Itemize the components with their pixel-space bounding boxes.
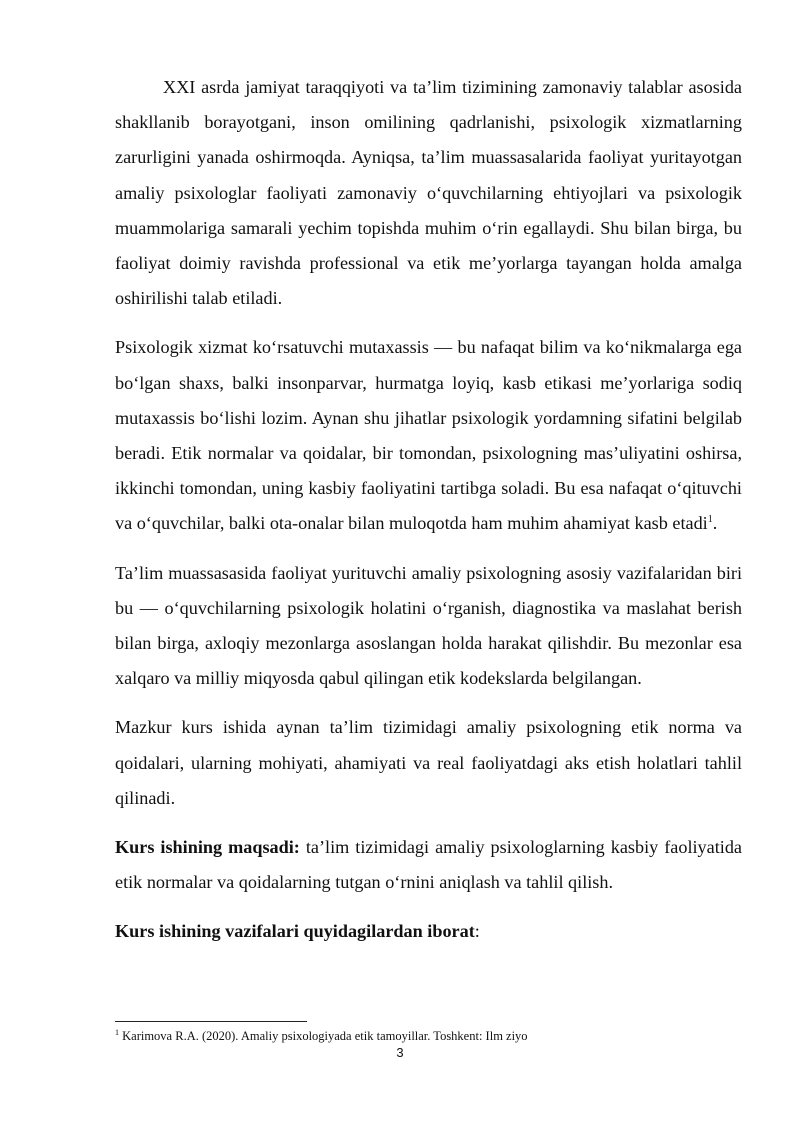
paragraph-goal xyxy=(115,830,742,900)
footnote-number: 1 xyxy=(115,1027,119,1037)
tasks-label: Kurs ishining vazifalari quyidagilardan iborat xyxy=(115,921,475,942)
paragraph-specialist-tail: . xyxy=(712,513,718,534)
paragraph-specialist xyxy=(115,330,742,541)
paragraph-intro: XXI asrda jamiyat taraqqiyoti va ta’lim tizimining zamonaviy talablar asosida shakllanib borayotgani, inson omilining qadrlanishi, psixologik xizmatlarning zarurligini yanada oshirmoqda. Ayniqsa, ta’lim muassasalarida faoliyat yuritayotgan amaliy psixologlar faoliyati zamonaviy o‘quvchilarning ehtiyojlari va psixologik muammolariga samarali yechim topishda muhim o‘rin egallaydi. Shu bilan birga, bu faoliyat doimiy ravishda professional va etik me’yorlarga tayangan holda amalga oshirilishi talab etiladi. xyxy=(115,77,742,309)
footnote xyxy=(115,1028,742,1044)
paragraph-tasks xyxy=(115,914,742,949)
page-number: 3 xyxy=(396,1045,404,1060)
footnote-separator xyxy=(115,1021,307,1022)
paragraph-course-scope: Mazkur kurs ishida aynan ta’lim tizimidagi amaliy psixologning etik norma va qoidalari, ularning mohiyati, ahamiyati va real faoliyatdagi aks etish holatlari tahlil qilinadi. xyxy=(115,717,742,808)
body-text xyxy=(115,70,742,964)
goal-text: ta’lim tizimidagi amaliy psixologlarning kasbiy faoliyatida etik normalar va qoidalarning tutgan o‘rnini aniqlash va tahlil qilish. xyxy=(115,837,742,893)
tasks-tail: : xyxy=(474,921,480,942)
paragraph-duties: Ta’lim muassasasida faoliyat yurituvchi amaliy psixologning asosiy vazifalaridan biri bu — o‘quvchilarning psixologik holatini o‘rganish, diagnostika va maslahat berish bilan birga, axloqiy mezonlarga asoslangan holda harakat qilishdir. Bu mezonlar esa xalqaro va milliy miqyosda qabul qilingan etik kodekslarda belgilangan. xyxy=(115,562,742,689)
paragraph-specialist-text: Psixologik xizmat ko‘rsatuvchi mutaxassis — bu nafaqat bilim va ko‘nikmalarga ega bo‘lgan shaxs, balki insonparvar, hurmatga loyiq, kasb etikasi me’yorlariga sodiq mutaxassis bo‘lishi lozim. Aynan shu jihatlar psixologik yordamning sifatini belgilab beradi. Etik normalar va qoidalar, bir tomondan, psixologning mas’uliyatini oshirsa, ikkinchi tomondan, uning kasbiy faoliyatini tartibga soladi. Bu esa nafaqat o‘qituvchi va o‘quvchilar, balki ota-onalar bilan muloqotda ham muhim ahamiyat kasb etadi xyxy=(115,337,742,534)
footnote-reference[interactable]: 1 xyxy=(707,514,713,526)
footnote-text: Karimova R.A. (2020). Amaliy psixologiyada etik tamoyillar. Toshkent: Ilm ziyo xyxy=(119,1029,528,1043)
goal-label: Kurs ishining maqsadi: xyxy=(115,837,300,858)
